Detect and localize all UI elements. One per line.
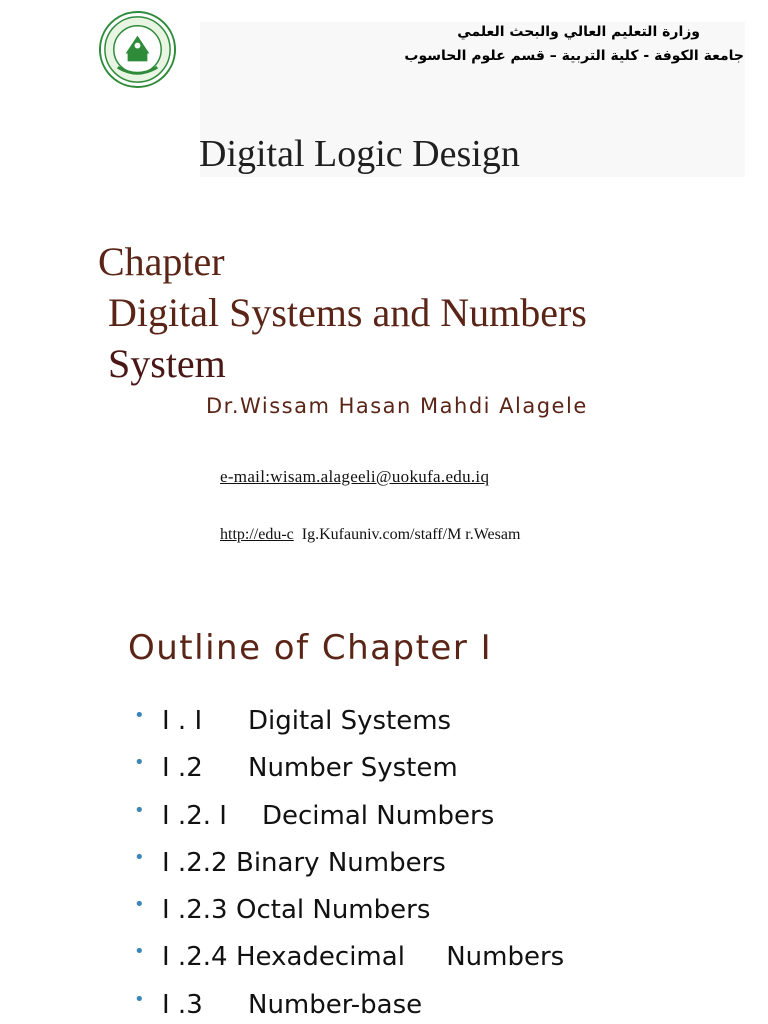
author-name: Dr.Wissam Hasan Mahdi Alagele (206, 394, 588, 418)
website-line (220, 526, 520, 544)
outline-item-number: I .2. I (162, 800, 227, 831)
bullet-icon: • (134, 846, 145, 868)
course-title: Digital Logic Design (199, 133, 520, 175)
chapter-title-line1: Chapter (98, 239, 225, 284)
chapter-title (98, 236, 587, 389)
university-seal-logo (98, 10, 177, 89)
bullet-icon: • (134, 705, 145, 726)
outline-item-label: Number System (248, 753, 458, 784)
arabic-university-line: جامعة الكوفة - كلية التربية – قسم علوم الحاسوب (404, 48, 744, 64)
bullet-icon: • (134, 752, 145, 774)
outline-item-label: Number-base (248, 989, 423, 1020)
outline-item-number: I .2 (162, 753, 203, 784)
outline-item-label: Decimal Numbers (262, 800, 495, 831)
outline-heading: Outline of Chapter I (128, 628, 493, 668)
outline-item-label: Digital Systems (248, 706, 452, 736)
outline-item-label: Binary Numbers (236, 847, 446, 878)
chapter-title-line2-a: Digital (108, 290, 220, 335)
email-link[interactable]: e-mail:wisam.alageeli@uokufa.edu.iq (220, 467, 490, 486)
outline-item-number: I .3 (162, 989, 203, 1020)
chapter-title-line2 (98, 287, 587, 338)
outline-item-number: I .2.3 (162, 895, 228, 926)
outline-item-label: Octal Numbers (236, 895, 431, 926)
website-rest: Ig.Kufauniv.com/staff/M r.Wesam (301, 526, 521, 543)
bullet-icon: • (134, 894, 145, 916)
chapter-title-line3: System (108, 341, 226, 386)
arabic-ministry-line: وزارة التعليم العالي والبحث العلمي (457, 24, 700, 40)
outline-item-number: I .2.2 (162, 847, 228, 878)
outline-item-number: I .2.4 (162, 942, 228, 973)
outline-item-number: I . I (162, 706, 203, 736)
bullet-icon: • (134, 988, 145, 1010)
website-link[interactable]: http://edu-c (220, 526, 294, 543)
bullet-icon: • (134, 799, 145, 821)
bullet-icon: • (134, 941, 145, 963)
outline-item-label: Hexadecimal Numbers (236, 942, 565, 973)
chapter-title-line2-b: Systems and Numbers (229, 290, 587, 335)
